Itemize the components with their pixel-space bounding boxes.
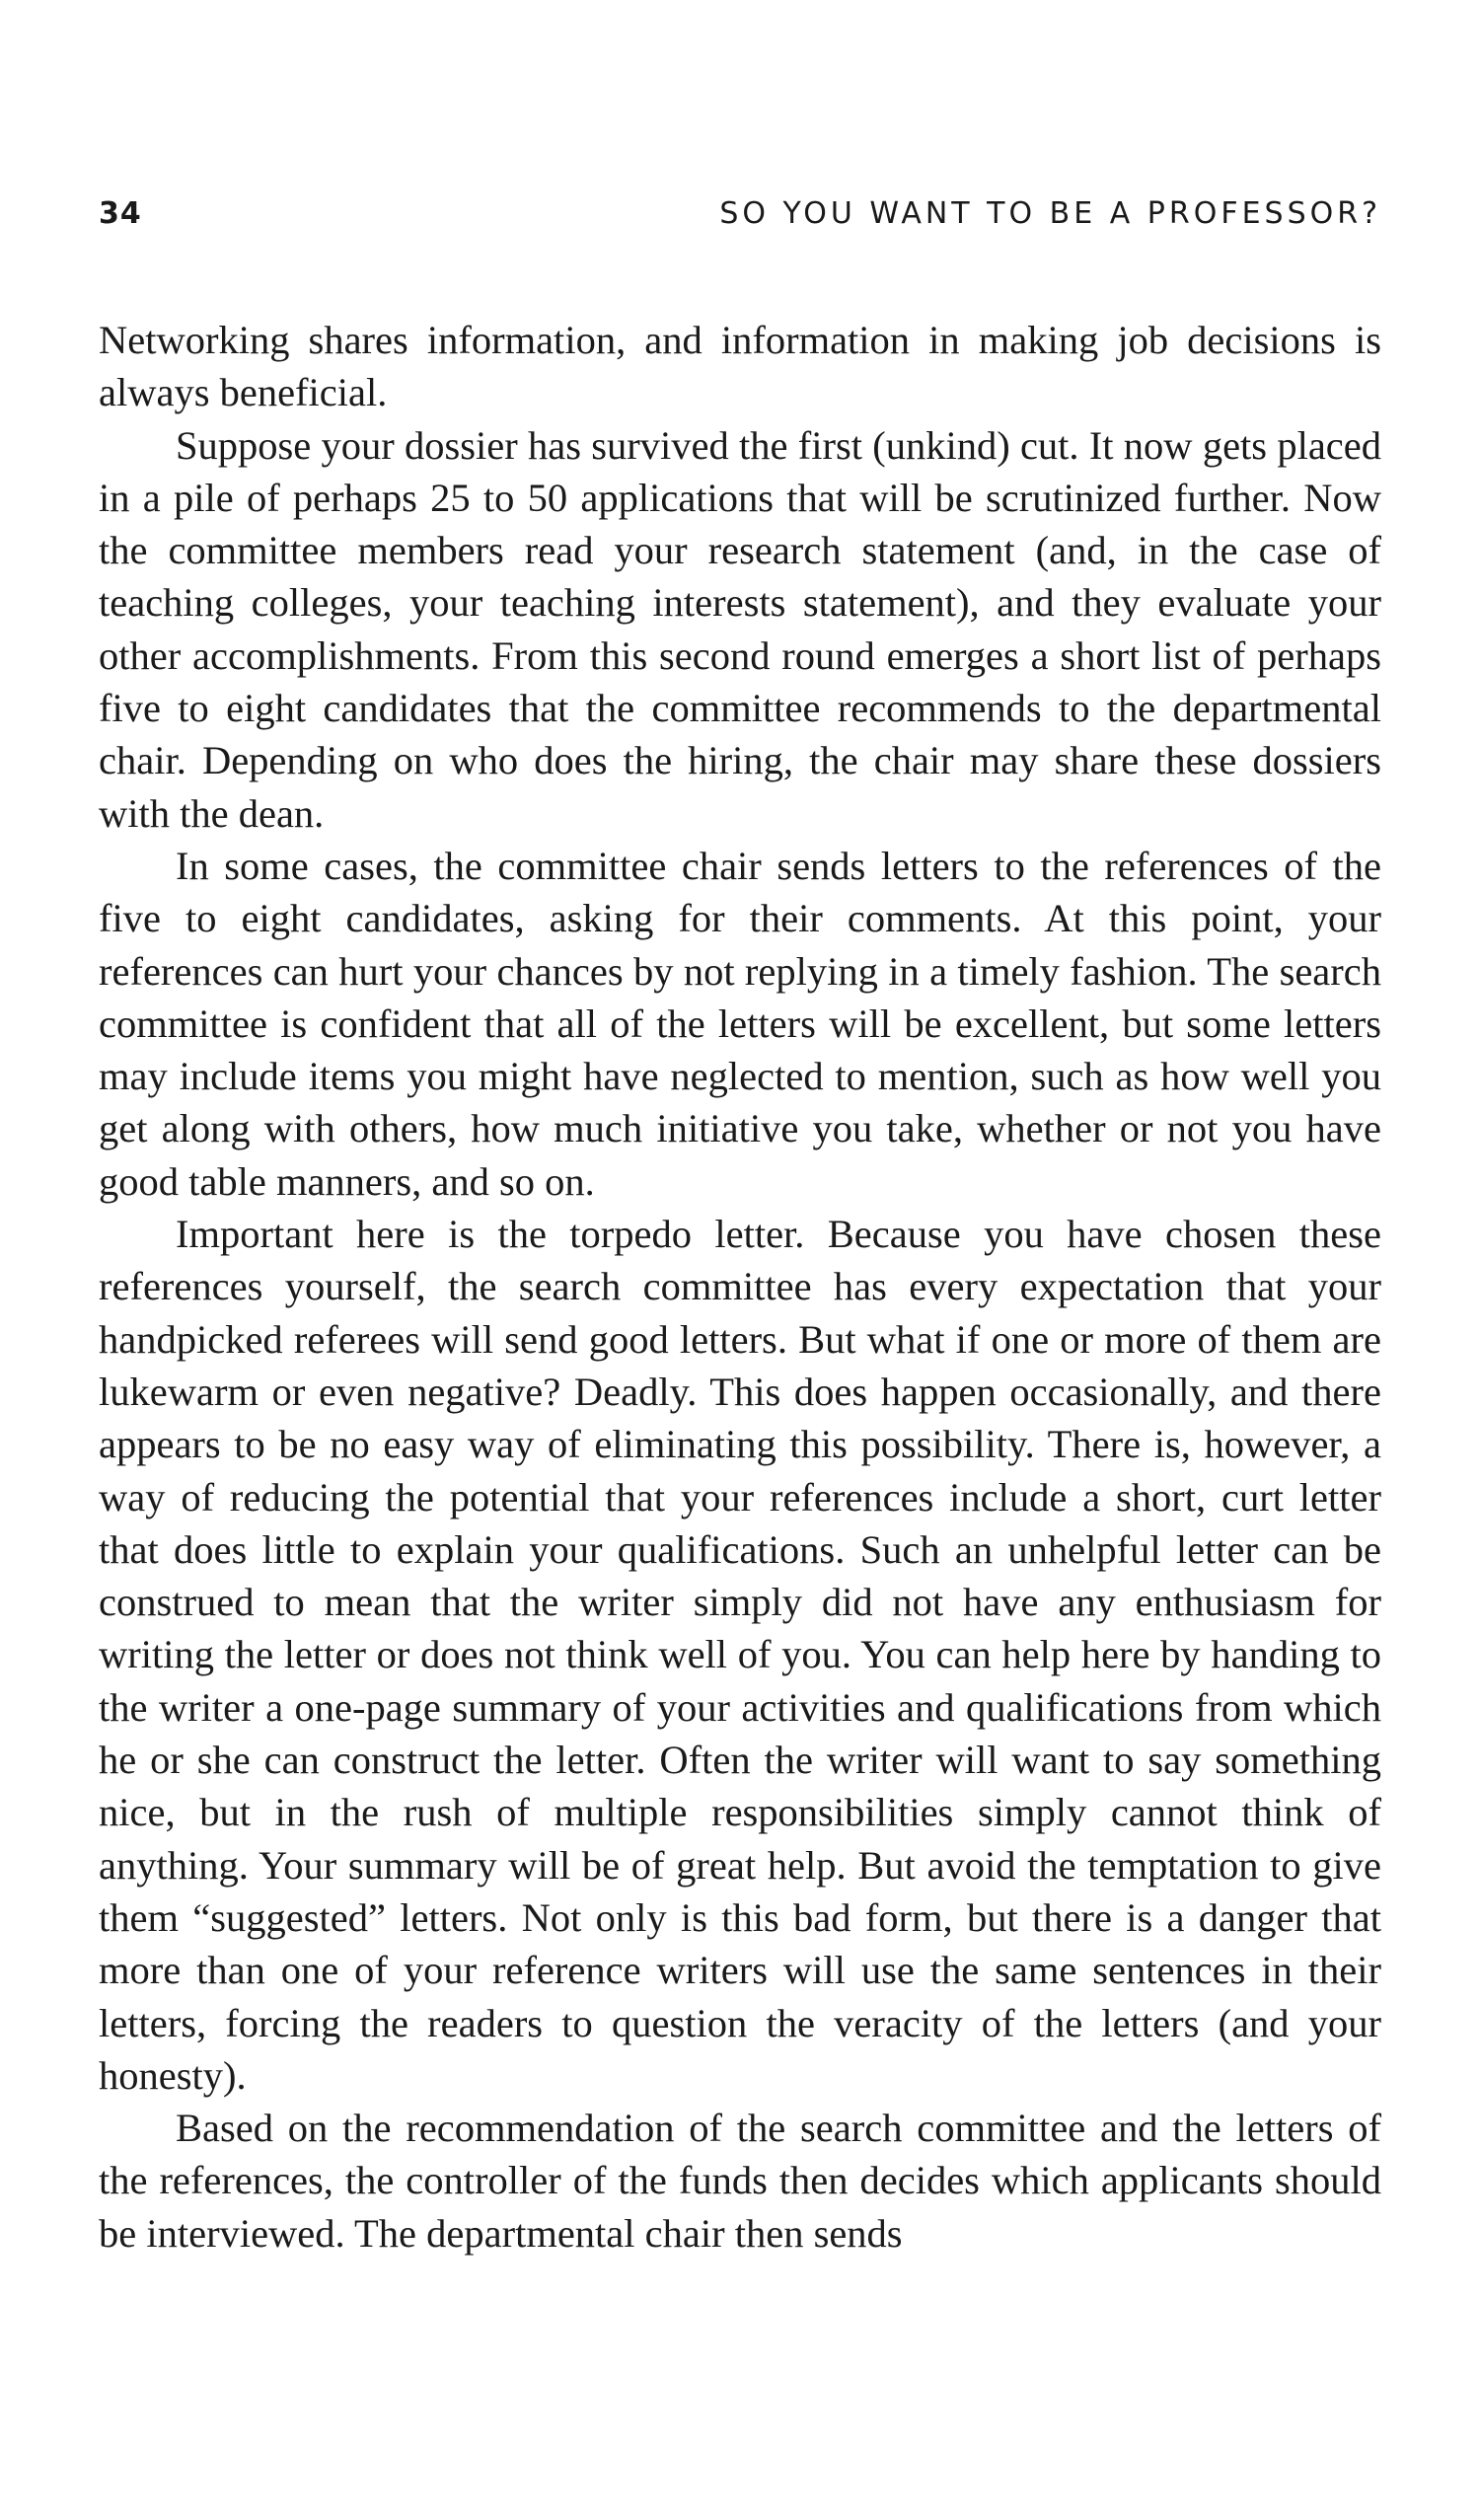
paragraph-dossier-cut: Suppose your dossier has survived the first (unkind) cut. It now gets placed in a pile of perhaps 25 to 50 applications that will be scrutinized further. Now the committee members read your research statement (and, in the case of teaching colleges, your teaching interests statement), and they evaluate your other accomplishments. From this second round emerges a short list of perhaps five to eight candidates that the committee recommends to the departmental chair. Depending on who does the hiring, the chair may share these dossiers with the dean. [99, 422, 1381, 836]
paragraph-torpedo-letter: Important here is the torpedo letter. Because you have chosen these references yourself, the search committee has every expectation that your handpicked referees will send good letters. But what if one or more of them are lukewarm or even negative? Deadly. This does happen occasionally, and there appears to be no easy way of eliminating this possibility. There is, however, a way of reducing the potential that your references include a short, curt letter that does little to explain your qualifications. Such an unhelpful letter can be construed to mean that the writer simply did not have any enthusiasm for writing the letter or does not think well of you. You can help here by handing to the writer a one-page summary of your activities and qualifications from which he or she can construct the letter. Often the writer will want to say something nice, but in the rush of multiple responsibilities simply cannot think of anything. Your summary will be of great help. But avoid the temptation to give them “suggested” letters. Not only is this bad form, but there is a danger that more than one of your reference writers will use the same sentences in their letters, forcing the readers to question the veracity of the letters (and your honesty). [99, 1212, 1381, 2098]
paragraph-continued: Networking shares information, and information in making job decisions is always beneficial. [99, 318, 1381, 415]
paragraph-references-letters: In some cases, the committee chair sends letters to the references of the five to eight candidates, asking for their comments. At this point, your references can hurt your chances by not replying in a timely fashion. The search committee is confident that all of the letters will be excellent, but some letters may include items you might have neglected to mention, such as how well you get along with others, how much initiative you take, whether or not you have good table manners, and so on. [99, 843, 1381, 1204]
running-title: SO YOU WANT TO BE A PROFESSOR? [719, 196, 1381, 231]
body-text [99, 314, 1381, 2260]
running-head [99, 189, 1381, 239]
page-number: 34 [99, 196, 142, 231]
paragraph-interview-decision: Based on the recommendation of the search committee and the letters of the references, the controller of the funds then decides which applicants should be interviewed. The departmental chair then sends [99, 2106, 1381, 2256]
